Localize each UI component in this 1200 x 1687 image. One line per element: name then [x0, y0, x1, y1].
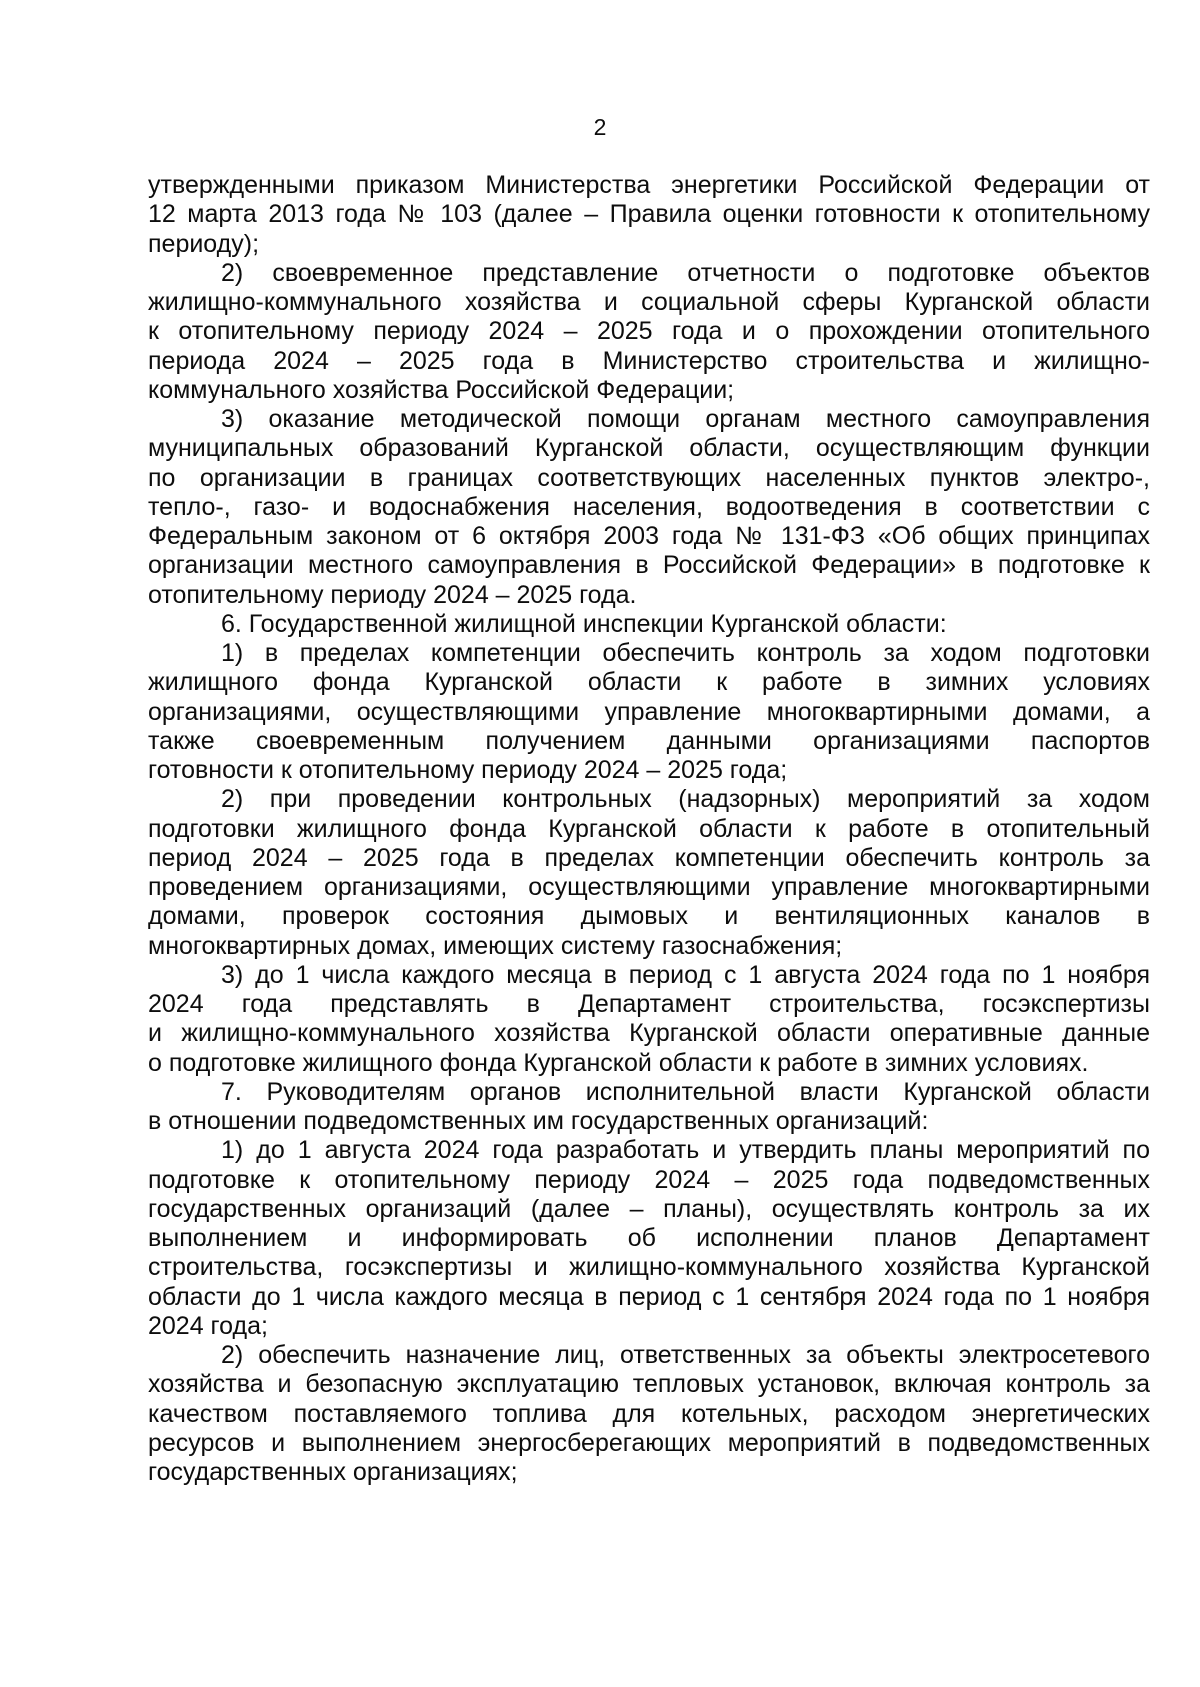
text-line: коммунального хозяйства Российской Федерации;	[148, 375, 735, 404]
text-line: области до 1 числа каждого месяца в период с 1 сентября 2024 года по 1 ноября	[148, 1282, 1150, 1311]
text-line: хозяйства и безопасную эксплуатацию тепловых установок, включая контроль за	[148, 1370, 1150, 1399]
text-line: и жилищно-коммунального хозяйства Курганской области оперативные данные	[148, 1019, 1150, 1048]
text-line: домами, проверок состояния дымовых и вентиляционных каналов в	[148, 902, 1150, 931]
text-line: многоквартирных домах, имеющих систему газоснабжения;	[148, 931, 843, 960]
text-line: 7. Руководителям органов исполнительной власти Курганской области	[221, 1077, 1150, 1106]
text-line: жилищного фонда Курганской области к работе в зимних условиях	[148, 668, 1150, 697]
text-line: государственных организациях;	[148, 1458, 518, 1486]
text-line: выполнением и информировать об исполнении планов Департамент	[148, 1224, 1150, 1252]
text-line: отопительному периоду 2024 – 2025 года.	[148, 580, 637, 609]
text-line: по организации в границах соответствующих населенных пунктов электро-,	[148, 463, 1150, 492]
text-line: ресурсов и выполнением энергосберегающих мероприятий в подведомственных	[148, 1428, 1150, 1457]
text-line: о подготовке жилищного фонда Курганской области к работе в зимних условиях.	[148, 1048, 1089, 1077]
text-line: 3) оказание методической помощи органам местного самоуправления	[221, 405, 1150, 433]
text-line: государственных организаций (далее – планы), осуществлять контроль за их	[148, 1194, 1150, 1223]
page-number: 2	[593, 114, 607, 140]
text-line: 2024 года;	[148, 1311, 268, 1340]
text-line: проведением организациями, осуществляющими управление многоквартирными	[148, 873, 1150, 901]
text-line: организациями, осуществляющими управление многоквартирными домами, а	[148, 697, 1150, 726]
text-line: 2024 года представлять в Департамент строительства, госэкспертизы	[148, 990, 1150, 1018]
text-line: подготовки жилищного фонда Курганской области к работе в отопительный	[148, 814, 1150, 843]
text-line: готовности к отопительному периоду 2024 – 2025 года;	[148, 756, 788, 784]
text-line: также своевременным получением данными организациями паспортов	[148, 726, 1150, 755]
text-line: 12 марта 2013 года № 103 (далее – Правила оценки готовности к отопительному	[148, 200, 1150, 229]
text-line: тепло-, газо- и водоснабжения населения, водоотведения в соответствии с	[148, 492, 1150, 521]
text-line: жилищно-коммунального хозяйства и социальной сферы Курганской области	[148, 288, 1150, 316]
text-line: 6. Государственной жилищной инспекции Курганской области:	[221, 609, 947, 638]
text-line: муниципальных образований Курганской области, осуществляющим функции	[148, 434, 1150, 463]
document-body	[148, 171, 1150, 1487]
text-line: качеством поставляемого топлива для котельных, расходом энергетических	[148, 1399, 1150, 1428]
text-line: периода 2024 – 2025 года в Министерство строительства и жилищно-	[148, 346, 1150, 375]
text-line: подготовке к отопительному периоду 2024 – 2025 года подведомственных	[148, 1165, 1150, 1194]
text-line: 1) в пределах компетенции обеспечить контроль за ходом подготовки	[221, 639, 1150, 667]
text-line: организации местного самоуправления в Российской Федерации» в подготовке к	[148, 551, 1150, 580]
text-line: утвержденными приказом Министерства энергетики Российской Федерации от	[148, 171, 1150, 199]
text-line: 2) своевременное представление отчетности о подготовке объектов	[221, 258, 1150, 287]
text-line: 2) обеспечить назначение лиц, ответственных за объекты электросетевого	[221, 1341, 1150, 1369]
text-line: строительства, госэкспертизы и жилищно-коммунального хозяйства Курганской	[148, 1253, 1150, 1282]
text-line: в отношении подведомственных им государственных организаций:	[148, 1107, 929, 1135]
text-line: 2) при проведении контрольных (надзорных) мероприятий за ходом	[221, 785, 1150, 814]
text-line: к отопительному периоду 2024 – 2025 года и о прохождении отопительного	[148, 317, 1150, 346]
text-line: 1) до 1 августа 2024 года разработать и утвердить планы мероприятий по	[221, 1136, 1150, 1165]
text-line: 3) до 1 числа каждого месяца в период с 1 августа 2024 года по 1 ноября	[221, 960, 1150, 989]
text-line: период 2024 – 2025 года в пределах компетенции обеспечить контроль за	[148, 843, 1150, 872]
text-line: периоду);	[148, 229, 260, 258]
text-line: Федеральным законом от 6 октября 2003 года № 131-ФЗ «Об общих принципах	[148, 522, 1150, 550]
